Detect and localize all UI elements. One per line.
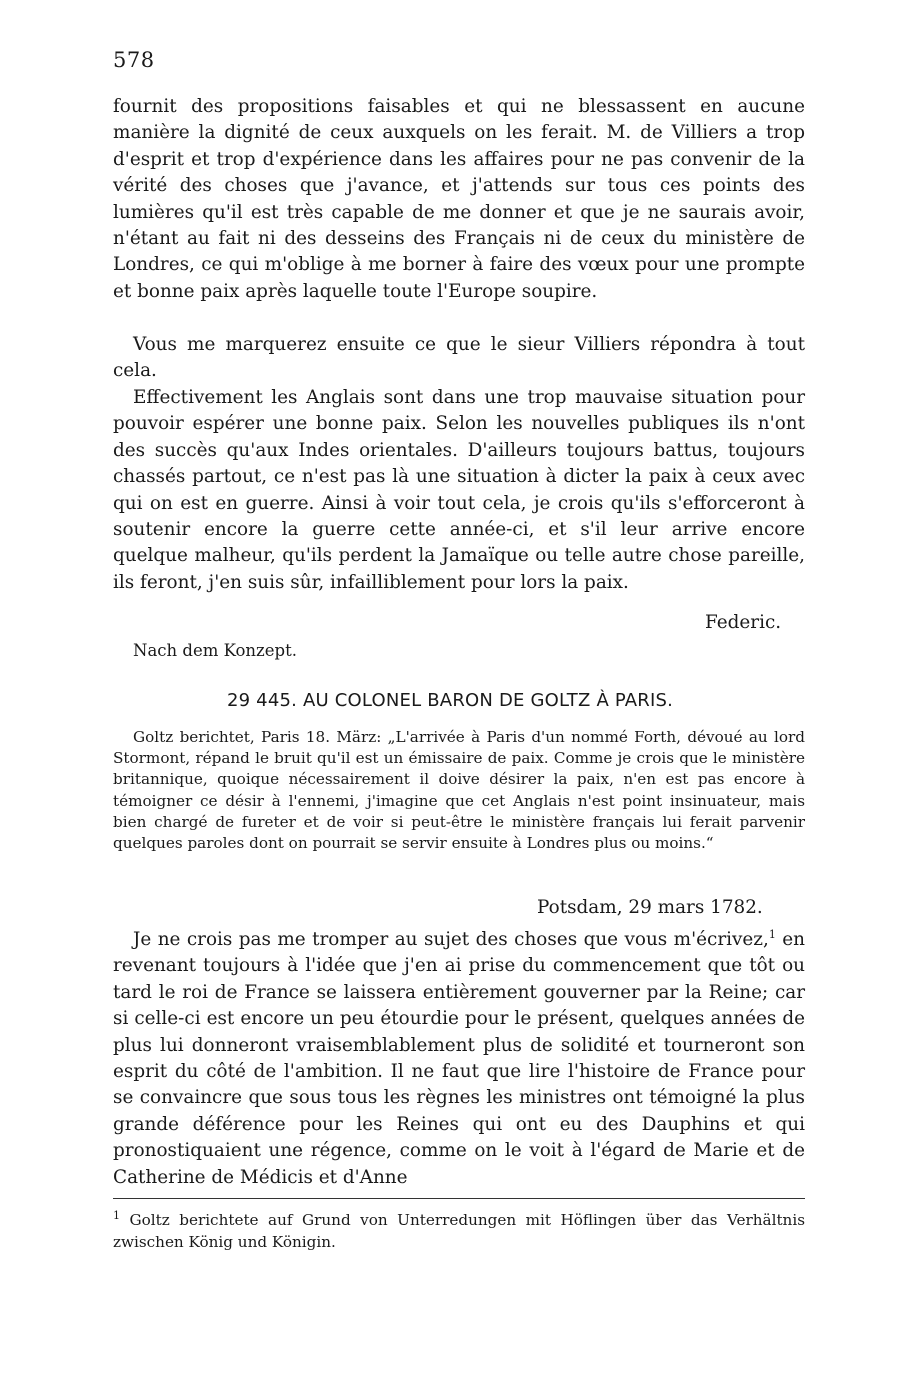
paragraph-1: fournit des propositions faisables et qui ne blessassent en aucune manière la dignité de ceux auxquels on les ferait. M. de Villiers a trop d'esprit et trop d'expérience dans les affaires pour ne pas convenir de la vérité des choses que j'avance, et j'attends sur tous ces points des lumières qu'il est très capable de me donner et que je ne saurais avoir, n'étant au fait ni des desseins des Français ni de ceux du ministère de Londres, ce qui m'oblige à me borner à faire des vœux pour une prompte et bonne paix après laquelle toute l'Europe soupire. bbox=[113, 96, 805, 302]
letter-heading: 29 445. AU COLONEL BARON DE GOLTZ À PARIS. bbox=[226, 690, 674, 711]
footnote-text: Goltz berichtete auf Grund von Unterredungen mit Höflingen über das Verhältnis zwischen König und Königin. bbox=[113, 1211, 805, 1251]
letter-text-start: Je ne crois pas me tromper au sujet des choses que vous m'écrivez, bbox=[133, 929, 769, 950]
letter-text-rest: en revenant toujours à l'idée que j'en ai prise du commencement que tôt ou tard le roi de France se laissera entièrement gouverner par la Reine; car si celle-ci est encore un peu étourdie pour le présent, quelques années de plus lui donneront vraisemblablement plus de solidité et tourneront son esprit du côté de l'ambition. Il ne faut que lire l'histoire de France pour se convaincre que sous tous les règnes les ministres ont témoigné la plus grande déférence pour les Reines qui ont eu des Dauphins et qui pronostiquaient une régence, comme on le voit à l'égard de Marie et de Catherine de Médicis et d'Anne bbox=[113, 929, 806, 1188]
paragraph-3: Effectivement les Anglais sont dans une trop mauvaise situation pour pouvoir espérer une bonne paix. Selon les nouvelles publiques ils n'ont des succès qu'aux Indes orientales. D'ailleurs toujours battus, toujours chassés partout, ce n'est pas là une situation à dicter la paix à ceux avec qui on est en guerre. Ainsi à voir tout cela, je crois qu'ils s'efforceront à soutenir encore la guerre cette année-ci, et s'il leur arrive encore quelque malheur, qu'ils perdent la Jamaïque ou telle autre chose pareille, ils feront, j'en suis sûr, infailliblement pour lors la paix. bbox=[113, 387, 805, 593]
signature: Federic. bbox=[705, 612, 782, 633]
footnote bbox=[113, 1210, 805, 1253]
paragraph-2: Vous me marquerez ensuite ce que le sieur Villiers répondra à tout cela. bbox=[113, 334, 805, 382]
dateline: Potsdam, 29 mars 1782. bbox=[537, 897, 763, 918]
footnote-divider bbox=[113, 1198, 805, 1199]
page-number: 578 bbox=[113, 48, 155, 72]
report-summary: Goltz berichtet, Paris 18. März: „L'arrivée à Paris d'un nommé Forth, dévoué au lord Stormont, répand le bruit qu'il est un émissaire de paix. Comme je crois que le ministère britannique, quoique nécessairement il doive désirer la paix, n'en est pas encore à témoigner ce désir à l'ennemi, j'imagine que cet Anglais n'est point insinuateur, mais bien chargé de fureter et de voir si peut-être le ministère français lui ferait parvenir quelques paroles dont on pourrait se servir ensuite à Londres plus ou moins.“ bbox=[113, 728, 805, 853]
footnote-marker: 1 bbox=[113, 1208, 120, 1222]
letter-body bbox=[113, 927, 805, 1191]
source-note: Nach dem Konzept. bbox=[133, 641, 297, 660]
footnote-reference: 1 bbox=[768, 927, 776, 941]
